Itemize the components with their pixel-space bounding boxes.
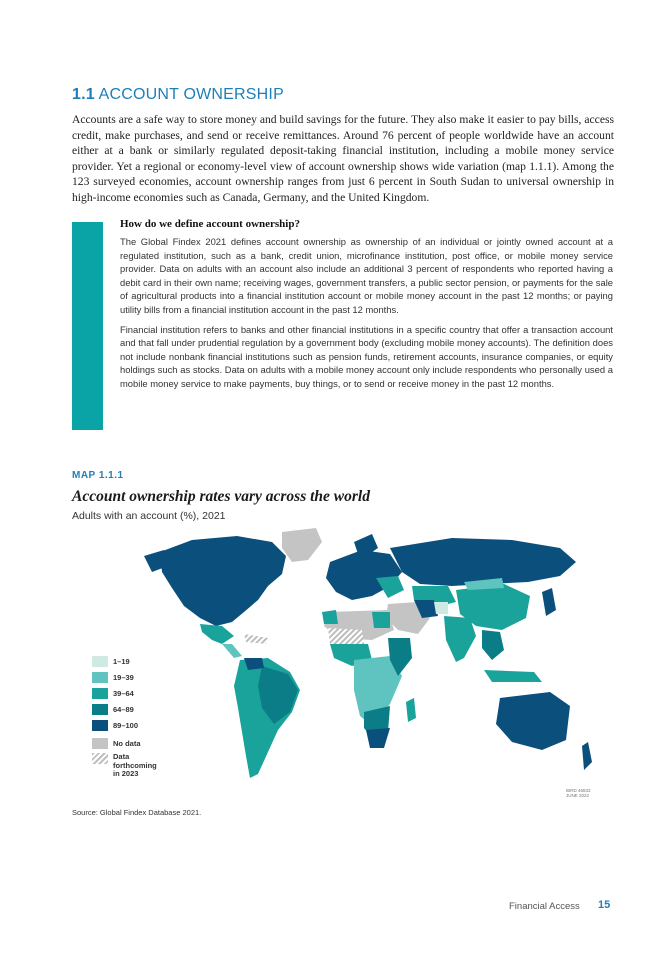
legend-item xyxy=(92,719,157,731)
legend-label: Data forthcoming in 2023 xyxy=(113,752,157,778)
legend-swatch xyxy=(92,738,108,749)
legend-swatch xyxy=(92,656,108,667)
definition-box xyxy=(120,218,613,397)
map-id-line-1: IBRD 46833 xyxy=(566,788,591,793)
indonesia-shape xyxy=(484,670,542,682)
section-heading xyxy=(72,86,284,104)
legend-swatch xyxy=(92,704,108,715)
legend-label: 64–89 xyxy=(113,704,134,714)
legend-item xyxy=(92,737,157,749)
footer-section-name: Financial Access xyxy=(509,901,580,912)
legend-swatch xyxy=(92,753,108,764)
legend-label: 19–39 xyxy=(113,672,134,682)
map-title: Account ownership rates vary across the world xyxy=(72,488,370,505)
japan-shape xyxy=(542,588,556,616)
legend-item xyxy=(92,703,157,715)
australia-shape xyxy=(496,692,570,750)
map-label: MAP 1.1.1 xyxy=(72,470,124,481)
source-note: Source: Global Findex Database 2021. xyxy=(72,808,202,817)
legend-label: 1–19 xyxy=(113,656,130,666)
map-id xyxy=(566,788,591,798)
afghanistan-shape xyxy=(434,602,448,614)
map-id-line-2: JUNE 2022 xyxy=(566,793,590,798)
caribbean-shape xyxy=(244,634,268,644)
section-number: 1.1 xyxy=(72,86,95,103)
india-shape xyxy=(444,616,476,662)
morocco-shape xyxy=(322,610,338,624)
new-zealand-shape xyxy=(582,742,592,770)
footer-page-number: 15 xyxy=(598,899,611,911)
mexico-shape xyxy=(200,624,234,644)
central-america-shape xyxy=(222,644,242,658)
legend-item xyxy=(92,671,157,683)
south-africa-shape xyxy=(366,728,390,748)
box-paragraph-2: Financial institution refers to banks and other financial institutions in a specific country that offer a transaction account and that fall under prudential regulation by a government body (excluding mobile money accounts). The definition does not include nonbank financial institutions such as pension funds, retirement accounts, insurance companies, or equity holdings such as stocks. Data on adults with a mobile money account only include respondents who personally used a mobile money service to make payments, buy things, or to send or receive money in the past 12 months. xyxy=(120,323,613,389)
map-legend xyxy=(92,655,157,785)
legend-label: 89–100 xyxy=(113,720,139,730)
egypt-shape xyxy=(372,612,390,628)
legend-label: No data xyxy=(113,738,141,748)
legend-item xyxy=(92,687,157,699)
intro-paragraph: Accounts are a safe way to store money and build savings for the future. They also make it easier to pay bills, access credit, make purchases, and send or receive remittances. Around 76 percent of people worldwide have an account either at a bank or similarly regulated deposit-taking financial institution, including a mobile money service provider. Yet a regional or economy-level view of account ownership shows wide variation (map 1.1.1). Among the 123 surveyed economies, account ownership ranges from just 6 percent in South Sudan to universal ownership in high-income economies such as Canada, Germany, and the United Kingdom. xyxy=(72,113,614,204)
north-america-shape xyxy=(160,536,286,626)
greenland-shape xyxy=(282,528,322,562)
box-accent-bar xyxy=(72,222,103,430)
box-paragraph-1: The Global Findex 2021 defines account ownership as ownership of an individual or jointly owned account at a regulated institution, such as a bank, credit union, microfinance institution, post office, or mobile money service provider. Data on adults with an account also include an additional 3 percent of respondents who reported having a debit card in their own name; receiving wages, government transfers, a public sector pension, or payments for the sale of agricultural products into a financial institution account or mobile money account in the past 12 months; or paying utility bills from a financial institution account in the past 12 months. xyxy=(120,236,613,315)
legend-item xyxy=(92,753,157,781)
box-title: How do we define account ownership? xyxy=(120,218,300,230)
southeast-asia-shape xyxy=(482,630,504,660)
legend-swatch xyxy=(92,720,108,731)
legend-item xyxy=(92,655,157,667)
legend-swatch xyxy=(92,672,108,683)
legend-swatch xyxy=(92,688,108,699)
sahel-hatch-shape xyxy=(328,628,364,644)
section-title: ACCOUNT OWNERSHIP xyxy=(98,86,284,103)
legend-label: 39–64 xyxy=(113,688,134,698)
russia-shape xyxy=(390,538,576,586)
madagascar-shape xyxy=(406,698,416,722)
map-subtitle: Adults with an account (%), 2021 xyxy=(72,510,226,522)
